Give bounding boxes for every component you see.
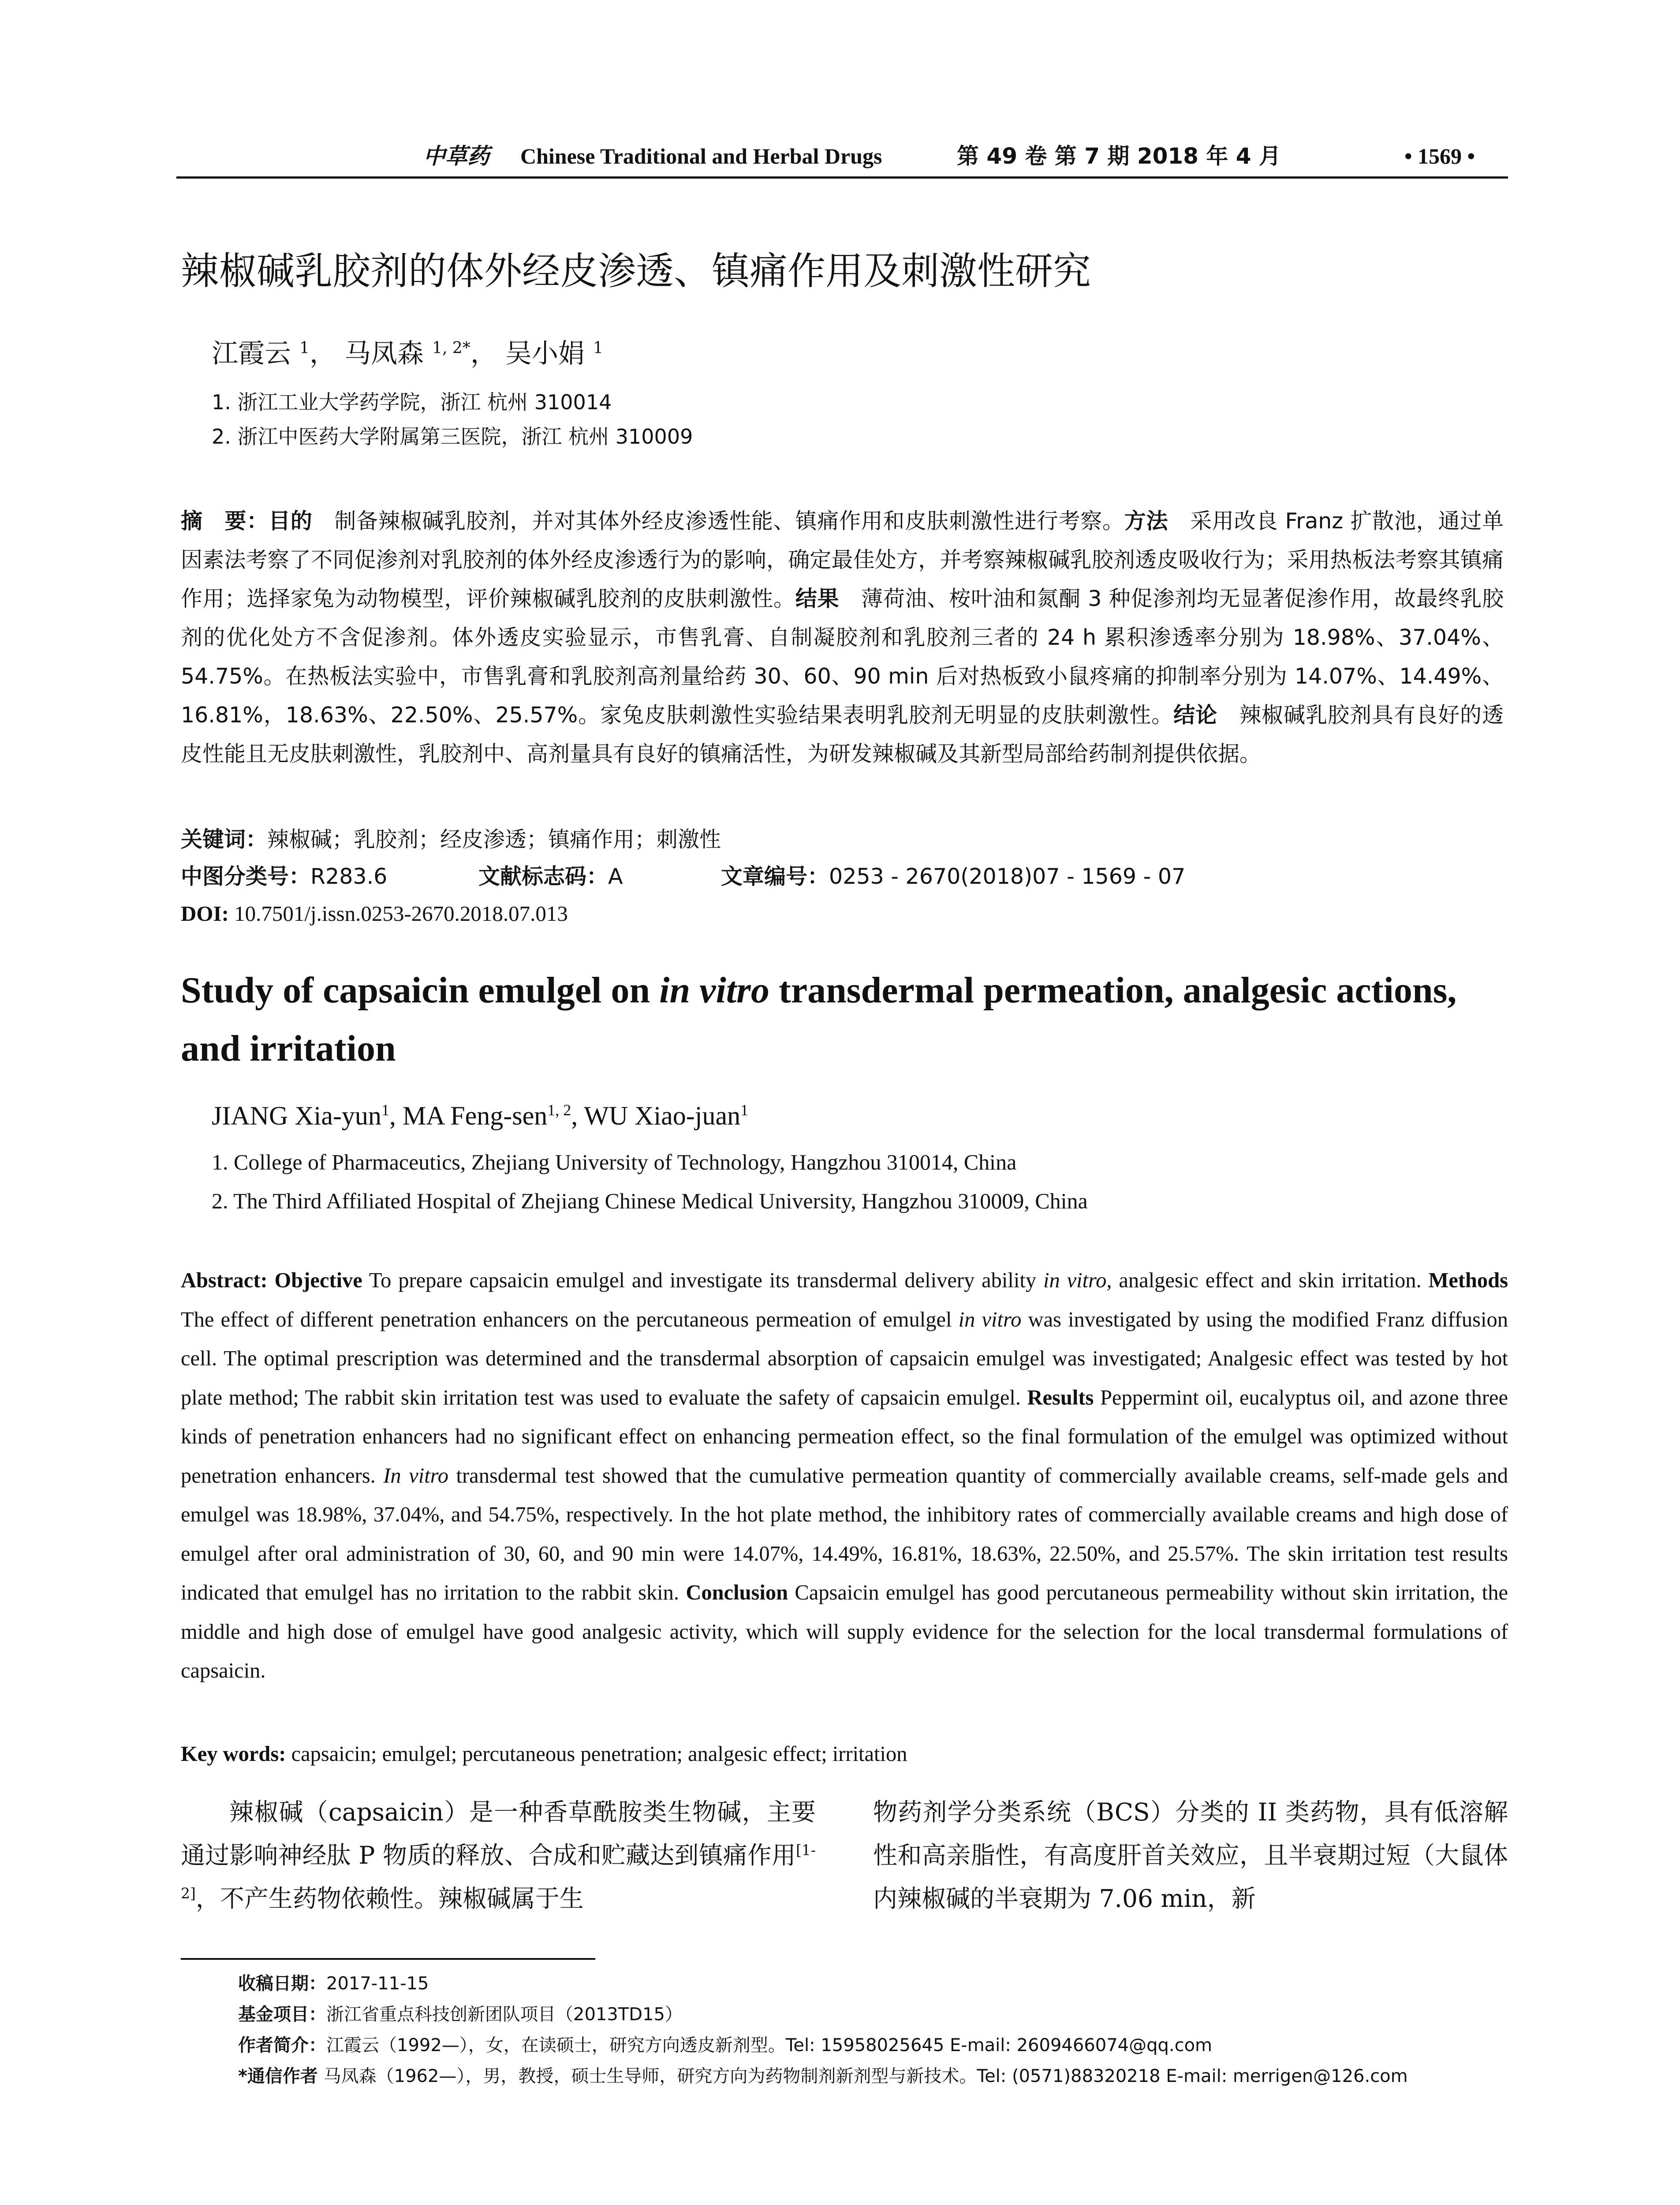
conclusion-label: 结论 <box>1173 703 1218 728</box>
author-name: 马凤森 <box>344 338 424 369</box>
abstract-label: 摘 要： <box>181 508 269 534</box>
journal-name: Chinese Traditional and Herbal Drugs <box>520 144 882 168</box>
results-label: 结果 <box>795 586 840 611</box>
english-authors: JIANG Xia-yun$^1$, MA Feng-sen$^{1, 2}$, WU Xiao-juan$^1$ <box>212 1101 749 1130</box>
author-affiliation-mark: 1 <box>299 339 310 357</box>
author-affiliation-mark: 1, 2 <box>547 1101 571 1119</box>
english-affiliation-2: 2. The Third Affiliated Hospital of Zhejiang Chinese Medical University, Hangzhou 310009, China <box>212 1188 1088 1213</box>
author-affiliation-mark: 1 <box>593 339 603 357</box>
methods-label: 方法 <box>1124 508 1169 534</box>
document-code: 文献标志码：A <box>478 864 623 889</box>
english-affiliation-1: 1. College of Pharmaceutics, Zhejiang University of Technology, Hangzhou 310014, China <box>212 1150 1017 1174</box>
chinese-title: 辣椒碱乳胶剂的体外经皮渗透、镇痛作用及刺激性研究 <box>181 249 1091 293</box>
author-affiliation-mark: 1 <box>381 1101 389 1119</box>
footnote-fund: 基金项目：浙江省重点科技创新团队项目（2013TD15） <box>238 2004 683 2025</box>
journal-logo-text: 中草药 <box>423 143 489 169</box>
footnote-rule <box>181 1958 595 1960</box>
methods-label: Methods <box>1428 1269 1508 1292</box>
author-affiliation-mark: 1 <box>740 1101 749 1119</box>
author-affiliation-mark: 1, 2* <box>432 339 470 357</box>
page-number: • 1569 • <box>1404 144 1475 168</box>
author-name: JIANG Xia-yun <box>212 1101 381 1130</box>
doi: DOI: 10.7501/j.issn.0253-2670.2018.07.013 <box>181 901 568 926</box>
clc-number: 中图分类号：R283.6 <box>181 864 388 889</box>
footnote-received: 收稿日期：2017-11-15 <box>238 1973 429 1994</box>
journal-issue: 第 49 卷 第 7 期 2018 年 4 月 <box>957 143 1281 169</box>
conclusion-label: Conclusion <box>686 1581 788 1604</box>
chinese-affiliation-2: 2. 浙江中医药大学附属第三医院，浙江 杭州 310009 <box>212 425 693 448</box>
objective-label: 目的 <box>269 508 313 534</box>
english-title: Study of capsaicin emulgel on in vitro transdermal permeation, analgesic actions, and irritation <box>181 970 1457 1069</box>
footnote-corresponding-author: *通信作者 马凤森（1962—），男，教授，硕士生导师，研究方向为药物制剂新剂型与新技术。Tel: (0571)88320218 E-mail: merrigen@126.com <box>238 2066 1408 2086</box>
chinese-abstract: 摘 要：目的 制备辣椒碱乳胶剂，并对其体外经皮渗透性能、镇痛作用和皮肤刺激性进行考察。方法 采用改良 Franz 扩散池，通过单因素法考察了不同促渗剂对乳胶剂的体外经皮渗透行为的影响，确定最佳处方，并考察辣椒碱乳胶剂透皮吸收行为；采用热板法考察其镇痛作用；选择家兔为动物模型，评价辣椒碱乳胶剂的皮肤刺激性。结果 薄荷油、桉叶油和氮酮 3 种促渗剂均无显著促渗作用，故最终乳胶剂的优化处方不含促渗剂。体外透皮实验显示，市售乳膏、自制凝胶剂和乳胶剂三者的 24 h 累积渗透率分别为 18.98%、37.04%、54.75%。在热板法实验中，市售乳膏和乳胶剂高剂量给药 30、60、90 min 后对热板致小鼠疼痛的抑制率分别为 14.07%、14.49%、16.81%，18.63%、22.50%、25.57%。家兔皮肤刺激性实验结果表明乳胶剂无明显的皮肤刺激性。结论 辣椒碱乳胶剂具有良好的透皮性能且无皮肤刺激性，乳胶剂中、高剂量具有良好的镇痛活性，为研发辣椒碱及其新型局部给药制剂提供依据。 <box>181 508 1504 766</box>
results-label: Results <box>1027 1386 1094 1409</box>
article-number: 文章编号：0253 - 2670(2018)07 - 1569 - 07 <box>721 864 1186 889</box>
english-abstract: Abstract: Objective To prepare capsaicin emulgel and investigate its transdermal delivery ability in vitro, analgesic effect and skin irritation. Methods The effect of different penetration enhancers on the percutaneous permeation of emulgel in vitro was investigated by using the modified Franz diffusion cell. The optimal prescription was determined and the transdermal absorption of capsaicin emulgel was investigated; Analgesic effect was tested by hot plate method; The rabbit skin irritation test was used to evaluate the safety of capsaicin emulgel. Results Peppermint oil, eucalyptus oil, and azone three kinds of penetration enhancers had no significant effect on enhancing permeation effect, so the final formulation of the emulgel was optimized without penetration enhancers. In vitro transdermal test showed that the cumulative permeation quantity of commercially available creams, self-made gels and emulgel was 18.98%, 37.04%, and 54.75%, respectively. In the hot plate method, the inhibitory rates of commercially available creams and high dose of emulgel after oral administration of 30, 60, and 90 min were 14.07%, 14.49%, 16.81%, 18.63%, 22.50%, and 25.57%. The skin irritation test results indicated that emulgel has no irritation to the rabbit skin. Conclusion Capsaicin emulgel has good percutaneous permeability without skin irritation, the middle and high dose of emulgel have good analgesic activity, which will supply evidence for the selection for the local transdermal formulations of capsaicin. <box>181 1269 1508 1682</box>
chinese-authors: 江霞云 $^1$， 马凤森 $^{1, 2*}$， 吴小娟 $^1$ <box>212 338 603 369</box>
english-keywords: Key words: capsaicin; emulgel; percutaneous penetration; analgesic effect; irritation <box>181 1742 907 1766</box>
author-name: 吴小娟 <box>505 338 585 369</box>
author-name: MA Feng-sen <box>402 1101 548 1130</box>
header-rule <box>176 176 1508 179</box>
body-column-left: 辣椒碱（capsaicin）是一种香草酰胺类生物碱，主要通过影响神经肽 P 物质的释放、合成和贮藏达到镇痛作用[1-2]，不产生药物依赖性。辣椒碱属于生 <box>181 1798 816 1913</box>
chinese-affiliation-1: 1. 浙江工业大学药学院，浙江 杭州 310014 <box>212 390 612 414</box>
author-name: WU Xiao-juan <box>584 1101 741 1130</box>
footnote-author: 作者简介：江霞云（1992—），女，在读硕士，研究方向透皮新剂型。Tel: 15958025645 E-mail: 2609466074@qq.com <box>238 2035 1213 2056</box>
chinese-keywords: 关键词：辣椒碱；乳胶剂；经皮渗透；镇痛作用；刺激性 <box>181 827 721 852</box>
abstract-label: Abstract: Objective <box>181 1269 362 1292</box>
body-column-right: 物药剂学分类系统（BCS）分类的 II 类药物，具有低溶解性和高亲脂性，有高度肝首关效应，且半衰期过短（大鼠体内辣椒碱的半衰期为 7.06 min，新 <box>873 1798 1508 1913</box>
citation: [1-2] <box>181 1841 816 1902</box>
author-name: 江霞云 <box>212 338 291 369</box>
